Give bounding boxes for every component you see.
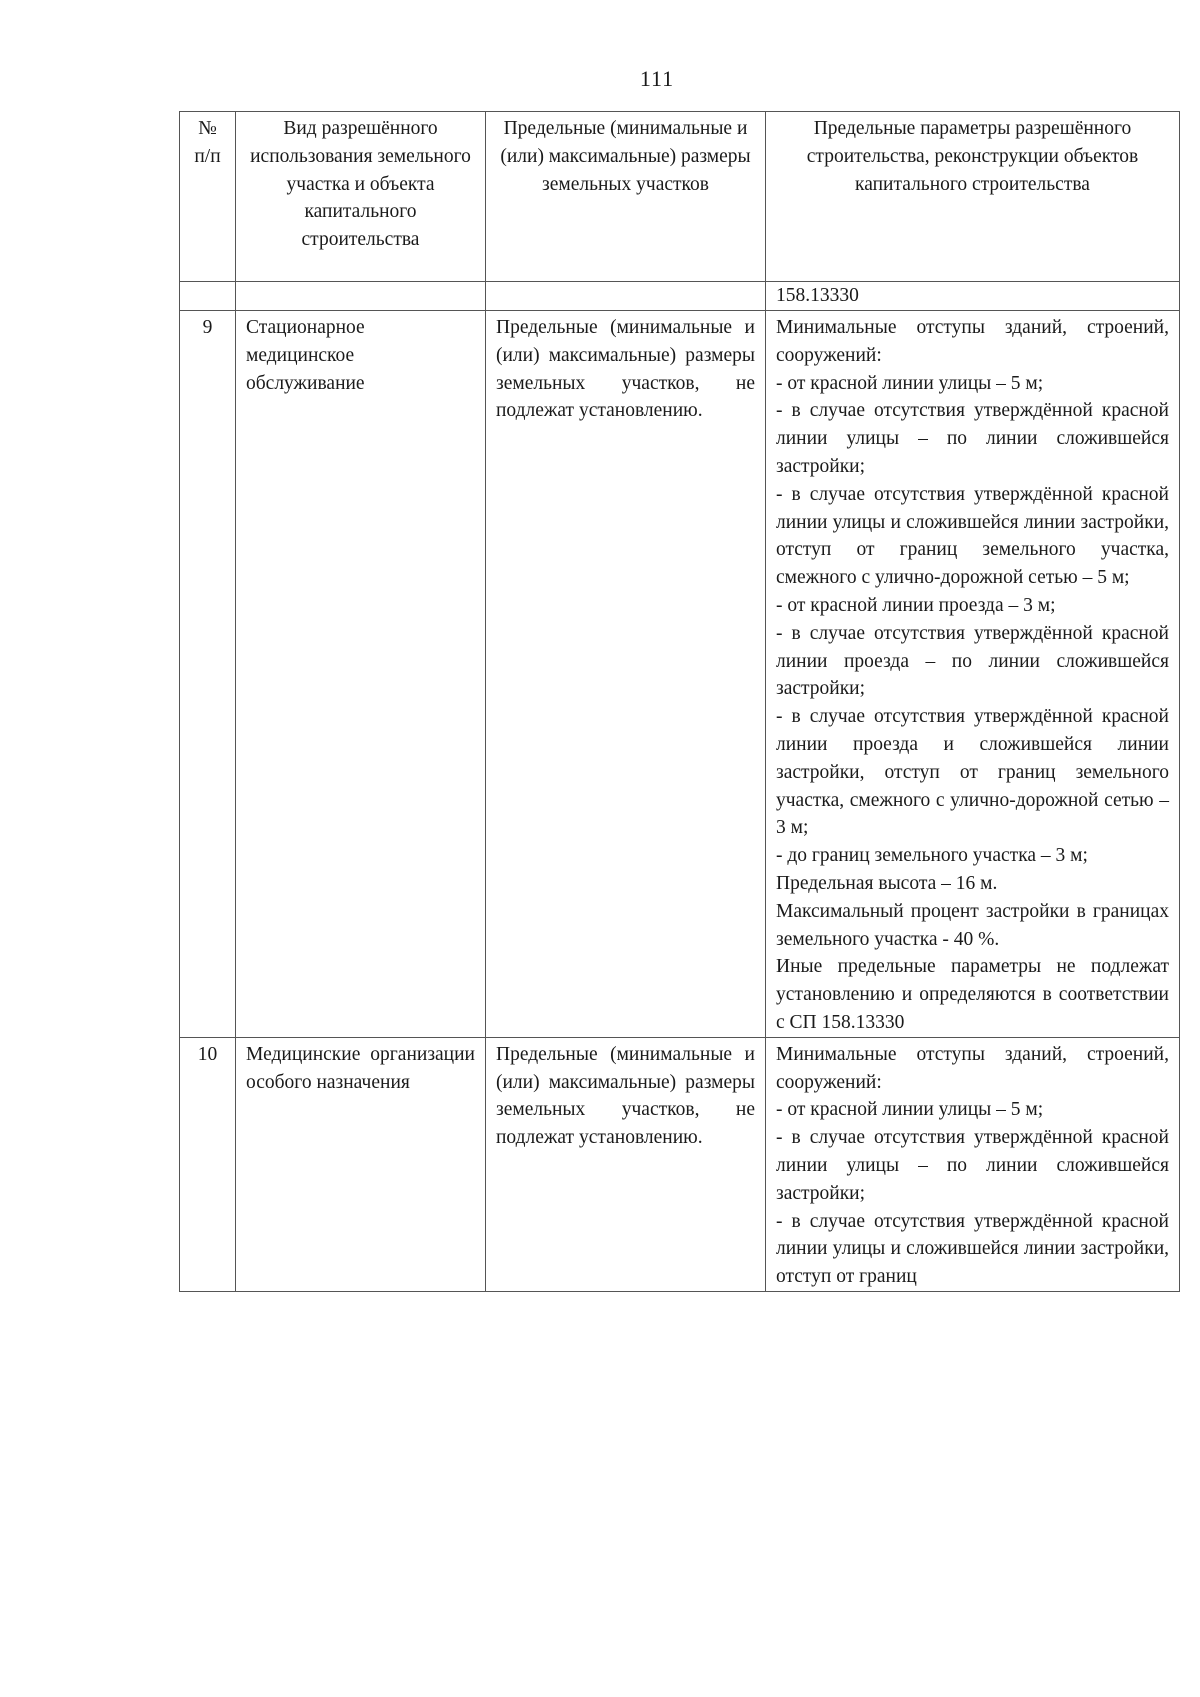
parameter-line: - в случае отсутствия утверждённой красной линии улицы – по линии сложившейся застройки; [776,1127,1169,1204]
use-type-cell: Стационарное медицинское обслуживание [236,311,486,1038]
plot-sizes-cell: Предельные (минимальные и (или) максимальные) размеры земельных участков, не подлежат установлению. [486,311,766,1038]
parameter-line: - в случае отсутствия утверждённой красной линии улицы – по линии сложившейся застройки; [776,400,1169,477]
parameter-line: Минимальные отступы зданий, строений, сооружений: [776,317,1169,366]
parameters-cell [766,1037,1180,1291]
table-cell [236,282,486,311]
page-number: 111 [639,66,675,91]
continuation-text: 158.13330 [766,282,1180,311]
parameter-line: Предельная высота – 16 м. [776,872,998,894]
table-cell [180,282,236,311]
parameters-cell [766,311,1180,1038]
parameter-line: - в случае отсутствия утверждённой красной линии улицы и сложившейся линии застройки, отступ от границ земельного участка, смежного с улично-дорожной сетью – 5 м; [776,483,1169,589]
table-row [180,311,1180,1038]
parameter-line: Иные предельные параметры не подлежат установлению и определяются в соответствии с СП 158.13330 [776,956,1169,1033]
header-plot-sizes: Предельные (минимальные и (или) максимальные) размеры земельных участков [486,112,766,282]
header-number: № п/п [180,112,236,282]
table-header-row [180,112,1180,282]
parameter-line: - от красной линии улицы – 5 м; [776,372,1044,394]
parameter-line: - в случае отсутствия утверждённой красной линии улицы и сложившейся линии застройки, отступ от границ [776,1210,1169,1288]
header-use-type: Вид разрешённого использования земельного участка и объекта капитального строительства [236,112,486,282]
use-type-cell: Медицинские организации особого назначения [236,1037,486,1291]
parameter-line: - до границ земельного участка – 3 м; [776,845,1088,867]
plot-sizes-cell: Предельные (минимальные и (или) максимальные) размеры земельных участков, не подлежат установлению. [486,1037,766,1291]
parameter-line: - в случае отсутствия утверждённой красной линии проезда и сложившейся линии застройки, отступ от границ земельного участка, смежного с улично-дорожной сетью – 3 м; [776,706,1169,839]
regulations-table [179,111,1180,1292]
header-parameters: Предельные параметры разрешённого строительства, реконструкции объектов капитального строительства [766,112,1180,282]
table-cell [486,282,766,311]
parameter-line: - от красной линии проезда – 3 м; [776,594,1056,616]
continuation-row [180,282,1180,311]
parameter-line: Максимальный процент застройки в границах земельного участка - 40 %. [776,900,1169,950]
row-number: 10 [180,1037,236,1291]
parameter-line: - в случае отсутствия утверждённой красной линии проезда – по линии сложившейся застройки; [776,622,1169,700]
table-row [180,1037,1180,1291]
parameter-line: - от красной линии улицы – 5 м; [776,1099,1044,1121]
parameter-line: Минимальные отступы зданий, строений, сооружений: [776,1043,1169,1093]
row-number: 9 [180,311,236,1038]
